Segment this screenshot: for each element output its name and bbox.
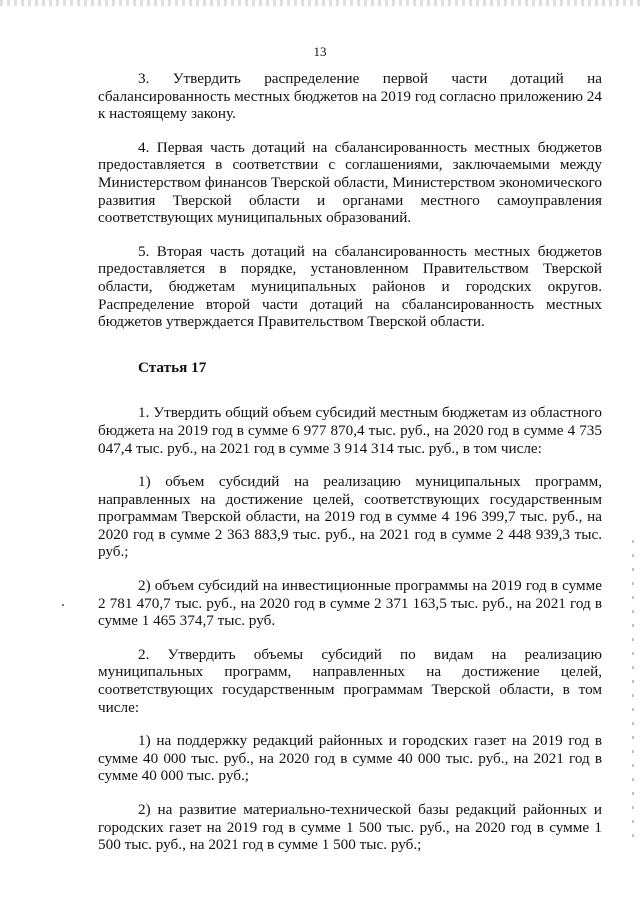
scan-artifact-top: [0, 0, 640, 6]
article17-clause-1-item-1: 1) объем субсидий на реализацию муниципальных программ, направленных на достижение целей, соответствующих государственным программам Тверской области, на 2019 год в сумме 4 196 399,7 тыс. руб., на 2020 год в сумме 2 363 883,9 тыс. руб., на 2021 год в сумме 2 448 939,3 тыс. руб.;: [98, 473, 602, 561]
article17-clause-1: 1. Утвердить общий объем субсидий местным бюджетам из областного бюджета на 2019 год в сумме 6 977 870,4 тыс. руб., на 2020 год в сумме 4 735 047,4 тыс. руб., на 2021 год в сумме 3 914 314 тыс. руб., в том числе:: [98, 404, 602, 457]
article17-clause-1-item-2: 2) объем субсидий на инвестиционные программы на 2019 год в сумме 2 781 470,7 тыс. руб., на 2020 год в сумме 2 371 163,5 тыс. руб., на 2021 год в сумме 1 465 374,7 тыс. руб.: [98, 577, 602, 630]
article17-clause-2-item-1: 1) на поддержку редакций районных и городских газет на 2019 год в сумме 40 000 тыс. руб., на 2020 год в сумме 40 000 тыс. руб., на 2021 год в сумме 40 000 тыс. руб.;: [98, 732, 602, 785]
article17-clause-2-item-2: 2) на развитие материально-технической базы редакций районных и городских газет на 2019 год в сумме 1 500 тыс. руб., на 2020 год в сумме 1 500 тыс. руб., на 2021 год в сумме 1 500 тыс. руб.;: [98, 801, 602, 854]
scan-speck: [62, 604, 64, 606]
page-number: 13: [313, 44, 327, 59]
paragraph-3: 3. Утвердить распределение первой части дотаций на сбалансированность местных бюджетов на 2019 год согласно приложению 24 к настоящему закону.: [98, 70, 602, 123]
paragraph-4: 4. Первая часть дотаций на сбалансированность местных бюджетов предоставляется в соответствии с соглашениями, заключаемыми между Министерством финансов Тверской области, Министерством экономического развития Тверской области и органами местного самоуправления соответствующих муниципальных образований.: [98, 138, 602, 227]
article-heading: Статья 17: [138, 358, 207, 376]
scan-artifact-edge: [632, 540, 634, 840]
article17-clause-2: 2. Утвердить объемы субсидий по видам на реализацию муниципальных программ, направленных на достижение целей, соответствующих государственным программам Тверской области, в том числе:: [98, 645, 602, 716]
document-body: [98, 70, 602, 870]
paragraph-5: 5. Вторая часть дотаций на сбалансированность местных бюджетов предоставляется в порядке, установленном Правительством Тверской области, бюджетам муниципальных районов и городских округов. Распределение второй части дотаций на сбалансированность местных бюджетов утверждается Правительством Тверской области.: [98, 242, 602, 331]
